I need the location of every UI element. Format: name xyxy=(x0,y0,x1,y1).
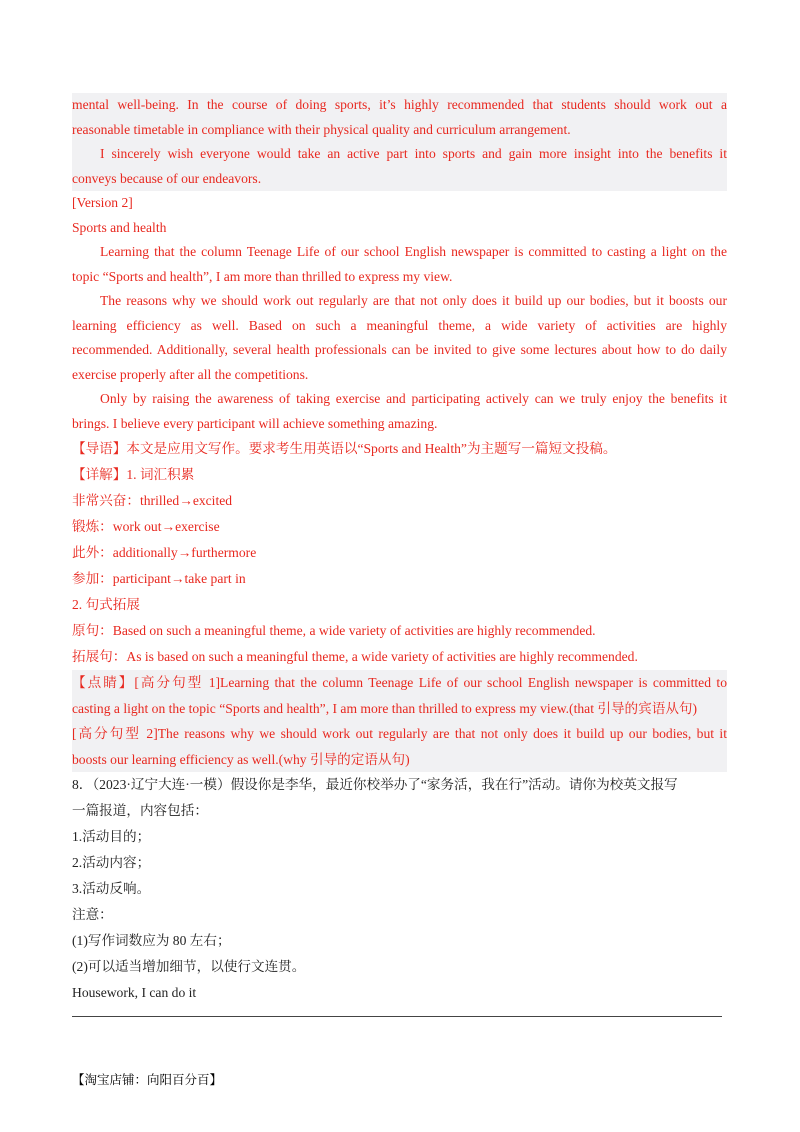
guide-text: 【导语】本文是应用文写作。要求考生用英语以“Sports and Health”为主题写一篇短文投稿。 xyxy=(72,441,617,456)
essay-line: brings. I believe every participant will achieve something amazing. xyxy=(72,415,438,431)
question-item: 2.活动内容； xyxy=(72,855,151,870)
essay-line: I sincerely wish everyone would take an active part into sports and gain more insight into the benefits it xyxy=(72,142,727,167)
tip-line: [高分句型 2]The reasons why we should work out regularly are that not only does it build up our bodies, but it xyxy=(72,721,727,747)
essay-line: Only by raising the awareness of taking exercise and participating actively can we truly enjoy the benefits it xyxy=(100,391,727,406)
tip-line: casting a light on the topic “Sports and health”, I am more than thrilled to express my view.(that 引导的宾语从句) xyxy=(72,696,727,722)
essay-line: conveys because of our endeavors. xyxy=(72,167,727,192)
answer-title: Housework, I can do it xyxy=(72,985,197,1000)
question-item: 1.活动目的； xyxy=(72,829,151,844)
essay-line: reasonable timetable in compliance with their physical quality and curriculum arrangement. xyxy=(72,118,727,143)
vocab-item: 参加：participant→take part in xyxy=(72,571,246,586)
tip-line: boosts our learning efficiency as well.(why 引导的定语从句) xyxy=(72,747,727,773)
document-body xyxy=(72,93,727,1006)
expanded-sentence: 拓展句：As is based on such a meaningful theme, a wide variety of activities are highly recommended. xyxy=(72,649,638,664)
answer-line xyxy=(72,1016,722,1017)
sentence-heading: 2. 句式拓展 xyxy=(72,597,140,612)
question-item: 3.活动反响。 xyxy=(72,881,151,896)
essay-line: mental well-being. In the course of doing sports, it’s highly recommended that students should work out a xyxy=(72,93,727,118)
vocab-item: 锻炼：work out→exercise xyxy=(72,519,220,534)
essay-line: The reasons why we should work out regularly are that not only does it build up our bodies, but it boosts our xyxy=(100,293,727,308)
vocab-item: 此外：additionally→furthermore xyxy=(72,545,257,560)
detail-heading: 【详解】1. 词汇积累 xyxy=(72,467,195,482)
essay-line: Learning that the column Teenage Life of our school English newspaper is committed to casting a light on the xyxy=(100,244,727,259)
tip-line: 【点睛】[高分句型 1]Learning that the column Teenage Life of our school English newspaper is committed to xyxy=(72,670,727,696)
version-label: [Version 2] xyxy=(72,195,133,210)
essay-title: Sports and health xyxy=(72,219,167,235)
question-line: 一篇报道，内容包括： xyxy=(72,803,208,818)
question-line: 8．（2023·辽宁大连·一模）假设你是李华，最近你校举办了“家务活，我在行”活动。请你为校英文报写 xyxy=(72,777,678,792)
vocab-item: 非常兴奋：thrilled→excited xyxy=(72,493,233,508)
essay-line: learning efficiency as well. Based on such a meaningful theme, a wide variety of activities are highly xyxy=(72,317,727,333)
essay-line: topic “Sports and health”, I am more than thrilled to express my view. xyxy=(72,268,453,284)
essay-line: recommended. Additionally, several health professionals can be invited to give some lectures about how to do daily xyxy=(72,342,727,357)
essay-line: exercise properly after all the competitions. xyxy=(72,366,309,382)
note-item: (2)可以适当增加细节，以使行文连贯。 xyxy=(72,959,306,974)
note-item: (1)写作词数应为 80 左右； xyxy=(72,933,231,948)
page-footer: 【淘宝店铺：向阳百分百】 xyxy=(72,1072,223,1087)
original-sentence: 原句：Based on such a meaningful theme, a wide variety of activities are highly recommended. xyxy=(72,623,596,638)
note-heading: 注意： xyxy=(72,907,113,922)
